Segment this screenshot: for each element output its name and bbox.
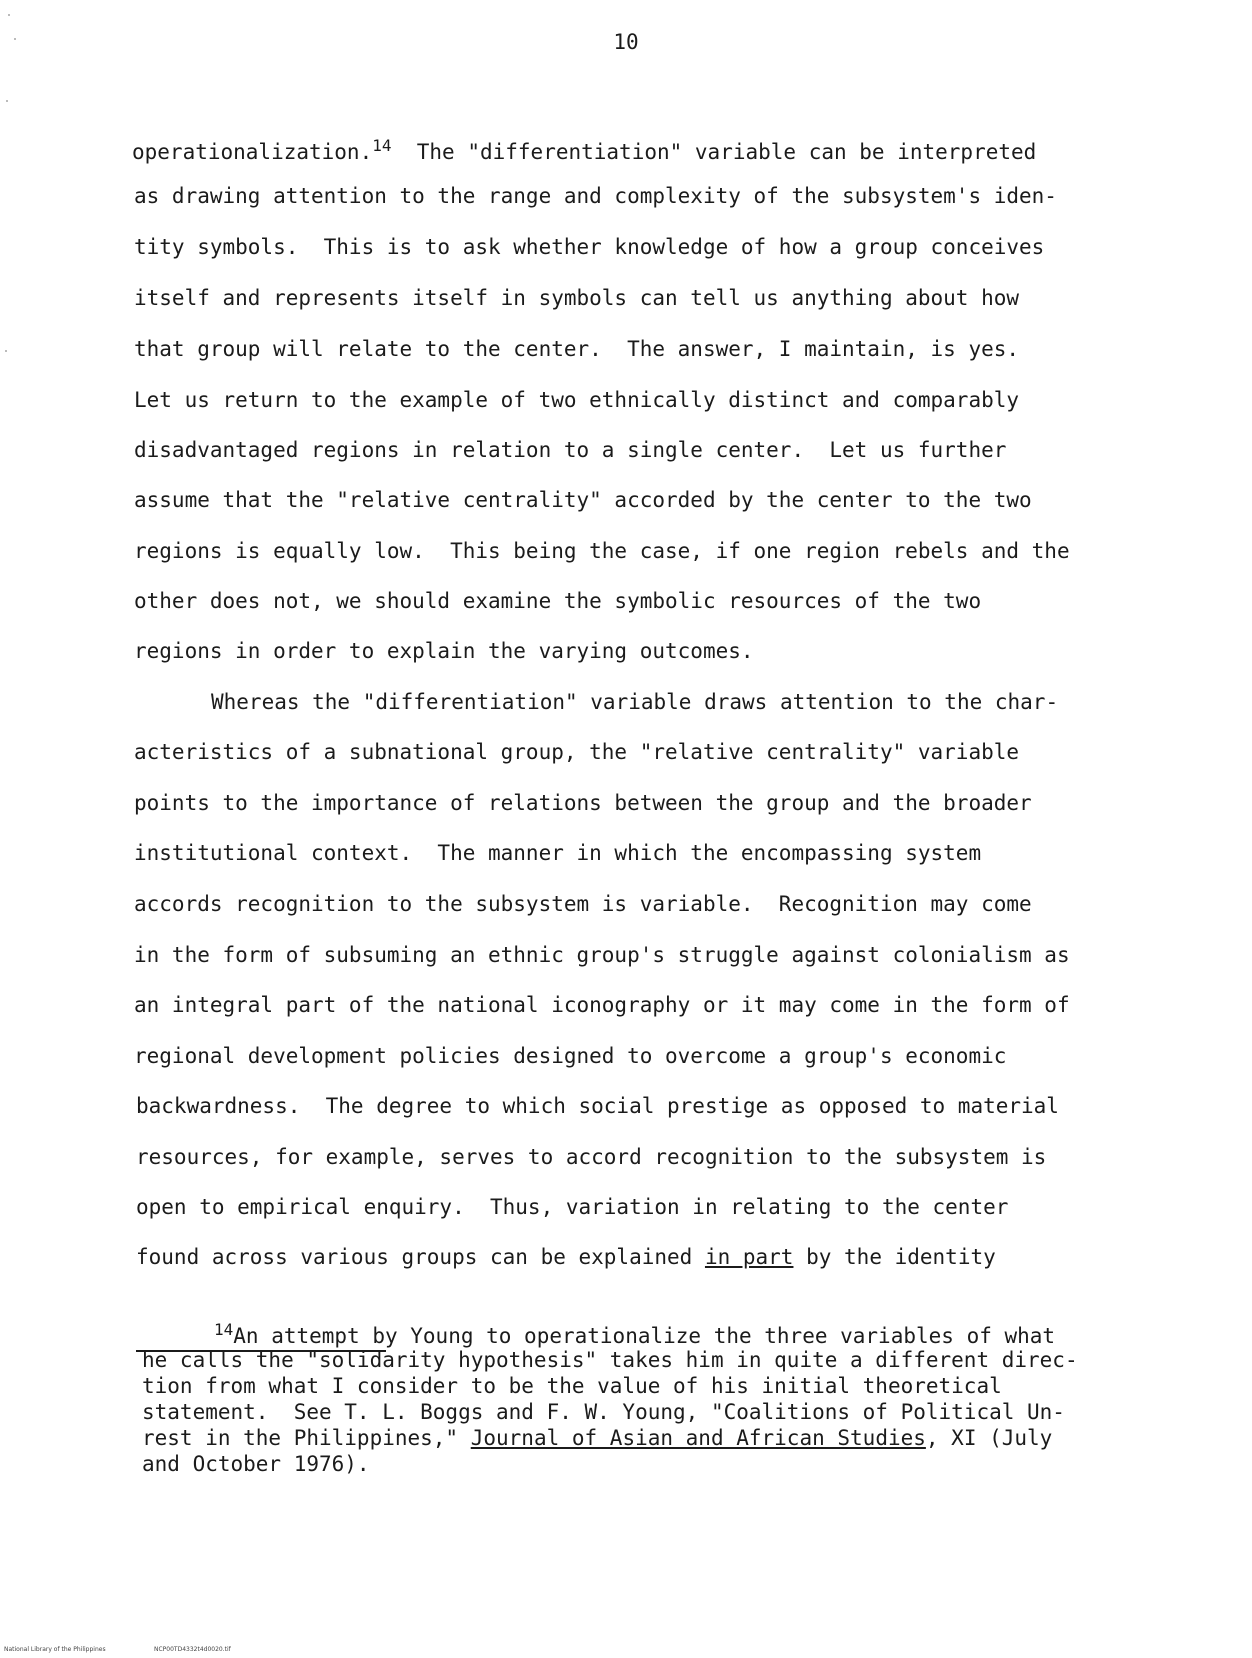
body-line: regions is equally low. This being the case, if one region rebels and the bbox=[134, 539, 1070, 563]
body-line-text: operationalization. bbox=[132, 140, 373, 164]
body-line-text: The "differentiation" variable can be interpreted bbox=[391, 140, 1037, 164]
body-line: other does not, we should examine the symbolic resources of the two bbox=[134, 589, 982, 613]
body-line: as drawing attention to the range and complexity of the subsystem's iden- bbox=[134, 184, 1057, 208]
margin-speck bbox=[8, 14, 10, 16]
body-line: an integral part of the national iconography or it may come in the form of bbox=[134, 993, 1070, 1017]
page-number: 10 bbox=[613, 30, 639, 54]
body-line: backwardness. The degree to which social prestige as opposed to material bbox=[136, 1094, 1059, 1118]
footnote-reference: 14 bbox=[372, 136, 392, 155]
body-line: Whereas the "differentiation" variable draws attention to the char- bbox=[211, 690, 1059, 714]
body-line-text: found across various groups can be explained bbox=[136, 1245, 705, 1269]
body-line: itself and represents itself in symbols can tell us anything about how bbox=[134, 286, 1020, 310]
body-line: regions in order to explain the varying outcomes. bbox=[134, 639, 754, 663]
margin-speck bbox=[6, 100, 8, 102]
library-credit: National Library of the Philippines bbox=[4, 1646, 106, 1653]
footnote-marker: 14 bbox=[214, 1320, 234, 1339]
body-line: Let us return to the example of two ethnically distinct and comparably bbox=[134, 388, 1020, 412]
body-line: accords recognition to the subsystem is variable. Recognition may come bbox=[134, 892, 1032, 916]
body-line: disadvantaged regions in relation to a single center. Let us further bbox=[134, 438, 1007, 462]
footnote-line bbox=[214, 1322, 1055, 1347]
body-line: tity symbols. This is to ask whether knowledge of how a group conceives bbox=[134, 235, 1045, 259]
body-line: regional development policies designed to overcome a group's economic bbox=[134, 1044, 1007, 1068]
footnote-line bbox=[142, 1428, 1052, 1449]
body-line: points to the importance of relations between the group and the broader bbox=[134, 791, 1032, 815]
footnote-line: and October 1976). bbox=[142, 1452, 370, 1476]
body-line: institutional context. The manner in which the encompassing system bbox=[134, 841, 982, 865]
body-line-text: by the identity bbox=[793, 1245, 996, 1269]
footnote-line: he calls the "solidarity hypothesis" takes him in quite a different direc- bbox=[142, 1348, 1078, 1372]
underlined-emphasis: in part bbox=[704, 1245, 794, 1269]
body-line: in the form of subsuming an ethnic group's struggle against colonialism as bbox=[134, 943, 1070, 967]
footnote-line-text: An attempt by Young to operationalize the three variables of what bbox=[233, 1324, 1056, 1348]
journal-title: Journal of Asian and African Studies bbox=[470, 1426, 926, 1450]
margin-speck bbox=[5, 350, 7, 352]
footnote-line: statement. See T. L. Boggs and F. W. Young, "Coalitions of Political Un- bbox=[142, 1400, 1065, 1424]
scan-file-id: NCP00TD4332t4d0020.tif bbox=[154, 1646, 231, 1653]
body-line: that group will relate to the center. The answer, I maintain, is yes. bbox=[134, 337, 1020, 361]
footnote-line: tion from what I consider to be the value of his initial theoretical bbox=[142, 1374, 1002, 1398]
body-line: open to empirical enquiry. Thus, variation in relating to the center bbox=[136, 1195, 1009, 1219]
body-line: resources, for example, serves to accord recognition to the subsystem is bbox=[136, 1145, 1047, 1169]
body-line: acteristics of a subnational group, the "relative centrality" variable bbox=[134, 740, 1020, 764]
body-line bbox=[136, 1247, 996, 1268]
footnote-line-text: , XI (July bbox=[925, 1426, 1053, 1450]
body-line: assume that the "relative centrality" accorded by the center to the two bbox=[134, 488, 1032, 512]
footnote-line-text: rest in the Philippines," bbox=[142, 1426, 471, 1450]
body-line bbox=[132, 138, 1036, 163]
